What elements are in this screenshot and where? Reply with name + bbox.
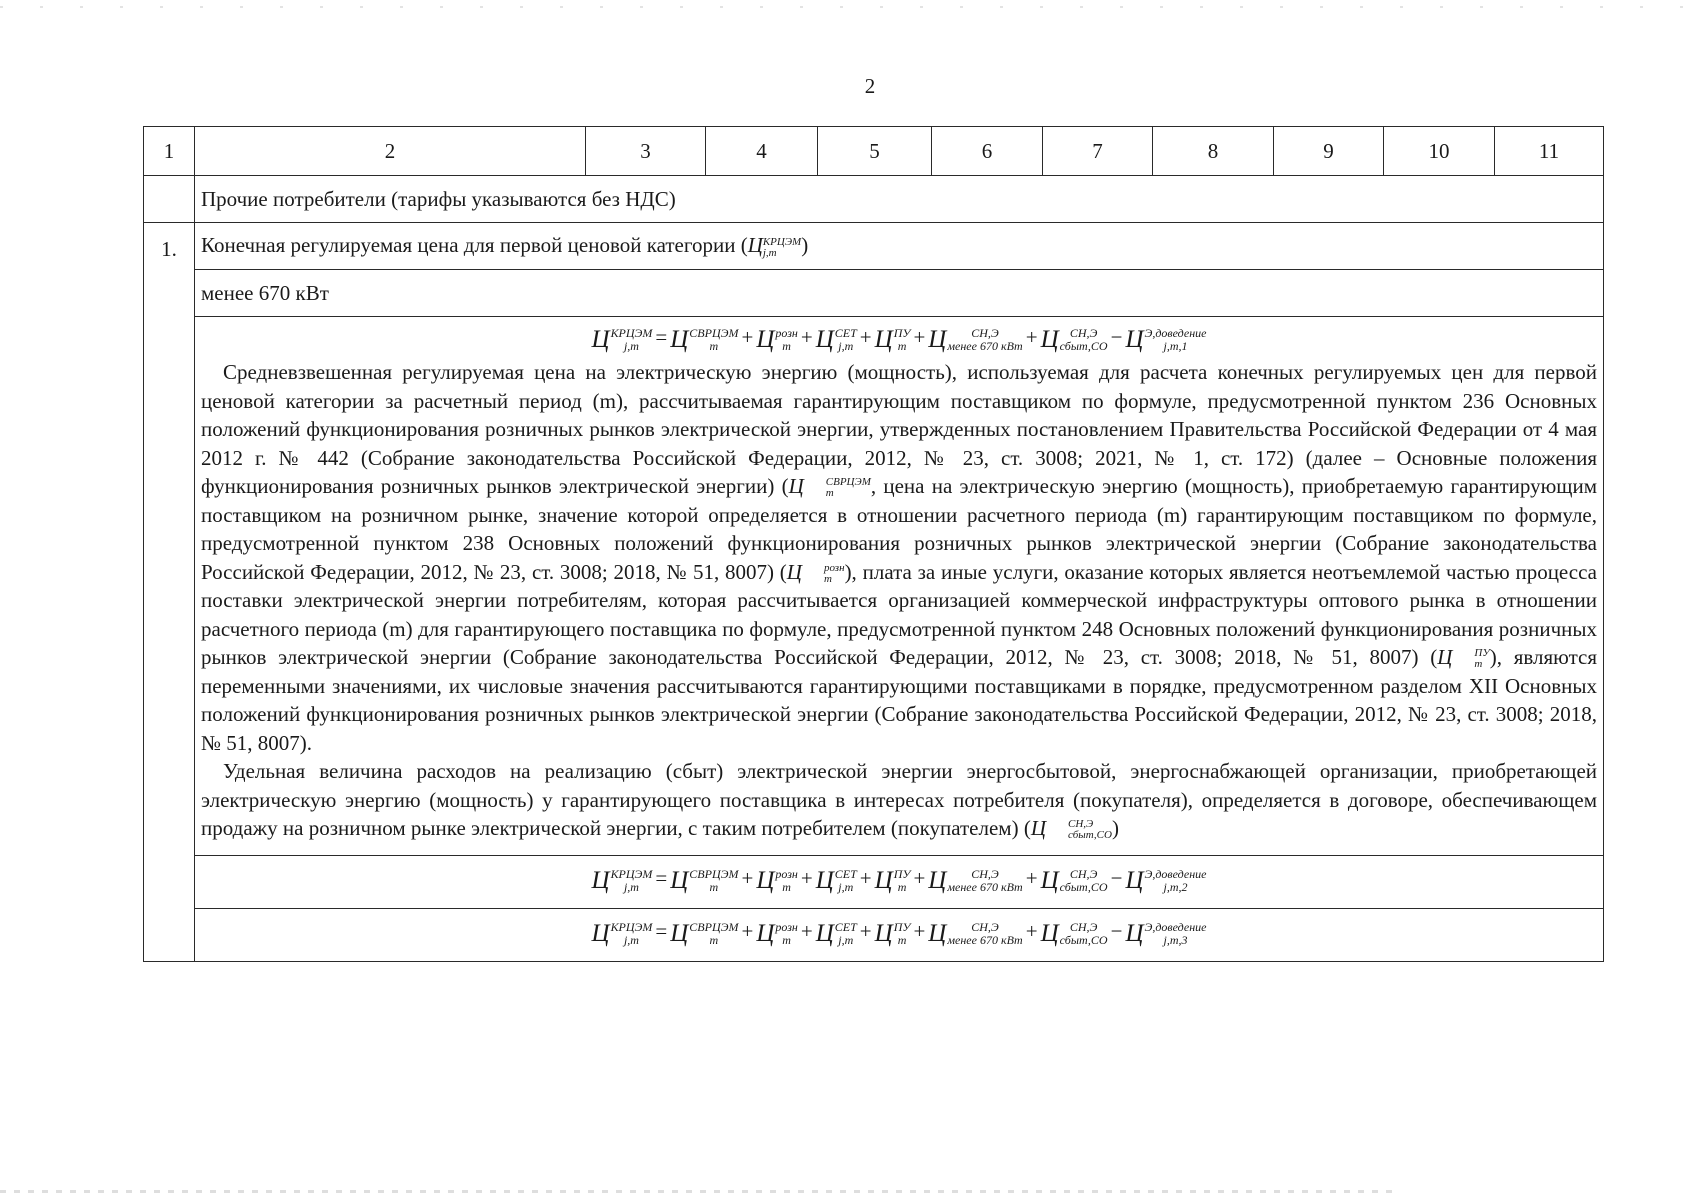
col-header-11: 11 bbox=[1495, 127, 1604, 176]
paragraph-1: Средневзвешенная регулируемая цена на электрическую энергию (мощность), используемая для расчета конечных регулируемых цен для первой ценовой категории за расчетный период (m), рассчитываемая гарантирующим поставщиком по формуле, предусмотренной пунктом 236 Основных положений функционирования розничных рынков электрической энергии, утвержденных постановлением Правительства Российской Федерации от 4 мая 2012 г. № 442 (Собрание законодательства Российской Федерации, 2012, № 23, ст. 3008; 2021, № 1, ст. 172) (далее – Основные положения функционирования розничных рынков электрической энергии) (Ц СВРЦЭМ m , цена на электрическую энергию (мощность), приобретаемую гарантирующим поставщиком на розничном рынке, значение которой определяется в отношении расчетного периода (m) гарантирующим поставщиком по формуле, предусмотренной пунктом 238 Основных положений функционирования розничных рынков электрической энергии (Собрание законодательства Российской Федерации, 2012, № 23, ст. 3008; 2018, № 51, 8007) (Ц розн m ), плата за иные услуги, оказание которых является неотъемлемой частью процесса поставки электрической энергии потребителям, которая рассчитывается организацией коммерческой инфраструктуры оптового рынка в отношении расчетного периода (m) для гарантирующего поставщика по формуле, предусмотренной пунктом 248 Основных положений функционирования розничных рынков электрической энергии (Собрание законодательства Российской Федерации, 2012, № 23, ст. 3008; 2018, № 51, 8007) (Ц ПУ m ), являются переменными значениями, их числовые значения рассчитываются гарантирующими поставщиками в порядке, предусмотренном разделом XII Основных положений функционирования розничных рынков электрической энергии (Собрание законодательства Российской Федерации, 2012, № 23, ст. 3008; 2018, № 51, 8007). bbox=[201, 360, 1597, 755]
formula-row-2 bbox=[144, 855, 1604, 908]
col-header-6: 6 bbox=[932, 127, 1043, 176]
row-1-title-row bbox=[144, 223, 1604, 270]
formula-1: Ц КРЦЭМ j,m = Ц СВРЦЭМ m + Ц розн m + Ц СЕТ j,m + Ц ПУ m + Ц СН,Э менее 670 кВт + Ц СН,Э сбыт,СО − Ц Э,доведение j,m,1 bbox=[591, 325, 1207, 354]
section-title: Прочие потребители (тарифы указываются без НДС) bbox=[195, 176, 1604, 223]
description-cell bbox=[195, 317, 1604, 856]
col-header-1: 1 bbox=[144, 127, 195, 176]
formula-3-cell bbox=[195, 908, 1604, 961]
formula-2: Ц КРЦЭМ j,m = Ц СВРЦЭМ m + Ц розн m + Ц СЕТ j,m + Ц ПУ m + Ц СН,Э менее 670 кВт + Ц СН,Э сбыт,СО − Ц Э,доведение j,m,2 bbox=[591, 866, 1207, 895]
price-symbol: Ц КРЦЭМ j,m bbox=[747, 233, 802, 259]
formula-row-3 bbox=[144, 908, 1604, 961]
subsection-label: менее 670 кВт bbox=[195, 270, 1604, 317]
col-header-2: 2 bbox=[195, 127, 586, 176]
col-header-3: 3 bbox=[586, 127, 706, 176]
col-header-7: 7 bbox=[1043, 127, 1153, 176]
row-1-title: Конечная регулируемая цена для первой ценовой категории (Ц КРЦЭМ j,m ) bbox=[195, 223, 1604, 270]
description-row bbox=[144, 317, 1604, 856]
paragraph-2: Удельная величина расходов на реализацию (сбыт) электрической энергии энергосбытовой, энергоснабжающей организации, приобретающей электрическую энергию (мощность) у гарантирующего поставщика в интересах потребителя (покупателя), определяется в договоре, обеспечивающем продажу на розничном рынке электрической энергии, с таким потребителем (покупателем) (Ц СН,Э сбыт,СО ) bbox=[201, 759, 1597, 842]
formula-3: Ц КРЦЭМ j,m = Ц СВРЦЭМ m + Ц розн m + Ц СЕТ j,m + Ц ПУ m + Ц СН,Э менее 670 кВт + Ц СН,Э сбыт,СО − Ц Э,доведение j,m,3 bbox=[591, 919, 1207, 948]
tariff-table bbox=[143, 126, 1604, 962]
scan-bottom-noise bbox=[0, 1190, 1400, 1193]
column-number-row bbox=[144, 127, 1604, 176]
col-header-4: 4 bbox=[706, 127, 818, 176]
section-title-row bbox=[144, 176, 1604, 223]
col-header-10: 10 bbox=[1384, 127, 1495, 176]
empty-number-cell bbox=[144, 176, 195, 223]
row-number: 1. bbox=[144, 223, 195, 962]
col-header-5: 5 bbox=[818, 127, 932, 176]
scan-edge-noise bbox=[0, 6, 1698, 8]
col-header-9: 9 bbox=[1274, 127, 1384, 176]
page-number: 2 bbox=[864, 74, 876, 98]
formula-2-cell bbox=[195, 855, 1604, 908]
col-header-8: 8 bbox=[1153, 127, 1274, 176]
subsection-row bbox=[144, 270, 1604, 317]
